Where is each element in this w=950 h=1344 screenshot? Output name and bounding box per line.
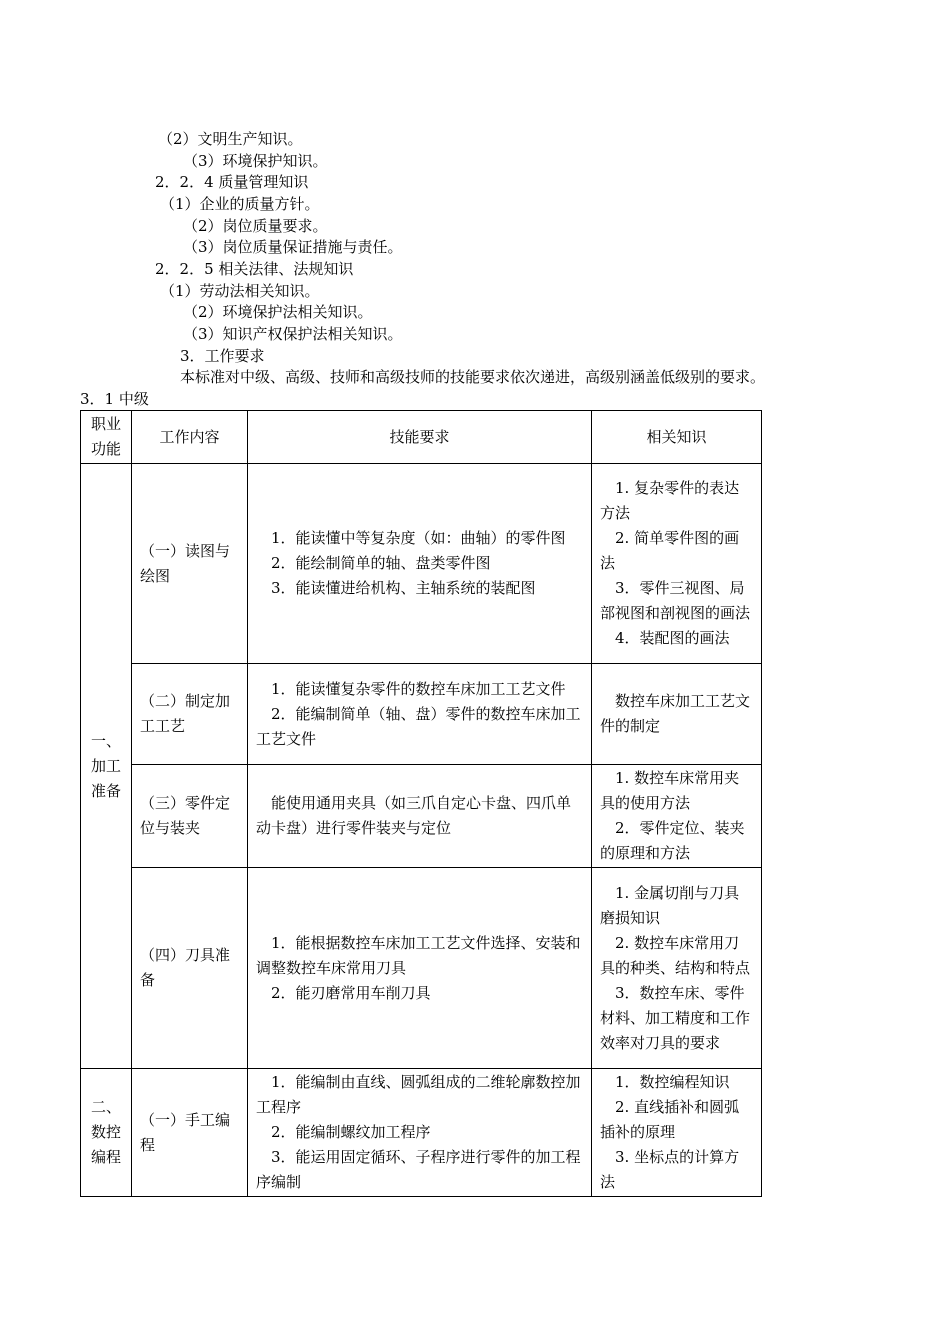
skill-requirements-table xyxy=(80,410,762,1197)
function-label: 二、数控编程 xyxy=(90,1098,121,1166)
section-heading: 3．1 中级 xyxy=(80,390,149,408)
content-cell: （一）手工编程 xyxy=(132,1069,248,1197)
text-line: （1）企业的质量方针。 xyxy=(160,195,320,213)
knowledge-item: 2. 直线插补和圆弧插补的原理 xyxy=(600,1098,740,1141)
knowledge-item: 1. 金属切削与刀具磨损知识 xyxy=(600,883,740,927)
function-cell xyxy=(81,1069,132,1197)
skill-item: 3．能运用固定循环、子程序进行零件的加工程序编制 xyxy=(256,1148,581,1191)
knowledge-item: 数控车床加工工艺文件的制定 xyxy=(600,692,751,735)
knowledge-item: 1. 数控车床常用夹具的使用方法 xyxy=(600,769,740,812)
skill-item: 1．能读懂中等复杂度（如：曲轴）的零件图 xyxy=(271,529,566,547)
text-line: （2）环境保护法相关知识。 xyxy=(183,303,373,321)
function-cell xyxy=(81,464,132,1069)
section-heading: 2．2．5 相关法律、法规知识 xyxy=(155,260,354,278)
skills-cell xyxy=(248,464,592,664)
skill-item: 2．能编制简单（轴、盘）零件的数控车床加工工艺文件 xyxy=(256,704,581,748)
knowledge-item: 1. 复杂零件的表达方法 xyxy=(600,479,740,522)
text-line: （3）岗位质量保证措施与责任。 xyxy=(183,238,403,256)
knowledge-item: 3．零件三视图、局部视图和剖视图的画法 xyxy=(600,579,751,622)
paragraph: 本标准对中级、高级、技师和高级技师的技能要求依次递进，高级别涵盖低级别的要求。 xyxy=(180,368,766,386)
header-content: 工作内容 xyxy=(132,411,248,464)
header-skills: 技能要求 xyxy=(248,411,592,464)
skill-item: 1．能编制由直线、圆弧组成的二维轮廓数控加工程序 xyxy=(256,1073,581,1116)
knowledge-cell xyxy=(592,868,762,1069)
skill-item: 2．能刃磨常用车削刀具 xyxy=(271,983,431,1002)
knowledge-item: 2．零件定位、装夹的原理和方法 xyxy=(600,819,745,862)
header-knowledge: 相关知识 xyxy=(592,411,762,464)
skills-cell xyxy=(248,765,592,868)
skill-item: 2．能绘制简单的轴、盘类零件图 xyxy=(271,554,491,572)
content-cell: （三）零件定位与装夹 xyxy=(132,765,248,868)
skills-cell xyxy=(248,664,592,765)
table-row xyxy=(81,765,762,868)
section-heading: 2．2．4 质量管理知识 xyxy=(155,173,309,191)
knowledge-item: 4．装配图的画法 xyxy=(615,629,730,647)
header-function: 职业功能 xyxy=(81,411,132,464)
table-header-row xyxy=(81,411,762,464)
text-line: （3）知识产权保护法相关知识。 xyxy=(183,325,403,343)
table-row xyxy=(81,1069,762,1197)
table-row xyxy=(81,464,762,664)
content-cell: （一）读图与绘图 xyxy=(132,464,248,664)
knowledge-cell xyxy=(592,1069,762,1197)
knowledge-item: 3. 坐标点的计算方法 xyxy=(600,1148,740,1191)
section-heading: 3．工作要求 xyxy=(180,347,265,365)
knowledge-item: 2. 简单零件图的画法 xyxy=(600,529,740,572)
text-line: （2）文明生产知识。 xyxy=(158,130,303,148)
text-line: （2）岗位质量要求。 xyxy=(183,217,328,235)
text-line: （3）环境保护知识。 xyxy=(183,152,328,170)
skills-cell xyxy=(248,868,592,1069)
text-line: （1）劳动法相关知识。 xyxy=(160,282,320,300)
skills-cell xyxy=(248,1069,592,1197)
knowledge-cell xyxy=(592,664,762,765)
function-label: 一、加工准备 xyxy=(90,731,121,800)
skill-item: 1．能根据数控车床加工工艺文件选择、安装和调整数控车床常用刀具 xyxy=(256,933,581,977)
knowledge-cell xyxy=(592,765,762,868)
knowledge-cell xyxy=(592,464,762,664)
skill-item: 1．能读懂复杂零件的数控车床加工工艺文件 xyxy=(271,679,566,698)
knowledge-item: 1．数控编程知识 xyxy=(615,1073,730,1091)
knowledge-item: 2. 数控车床常用刀具的种类、结构和特点 xyxy=(600,933,751,977)
content-cell: （二）制定加工工艺 xyxy=(132,664,248,765)
table-row xyxy=(81,664,762,765)
content-cell: （四）刀具准备 xyxy=(132,868,248,1069)
skill-item: 能使用通用夹具（如三爪自定心卡盘、四爪单动卡盘）进行零件装夹与定位 xyxy=(256,794,572,837)
skill-item: 3．能读懂进给机构、主轴系统的装配图 xyxy=(271,579,536,597)
knowledge-item: 3．数控车床、零件材料、加工精度和工作效率对刀具的要求 xyxy=(600,983,751,1052)
table-row xyxy=(81,868,762,1069)
skill-item: 2．能编制螺纹加工程序 xyxy=(271,1123,431,1141)
